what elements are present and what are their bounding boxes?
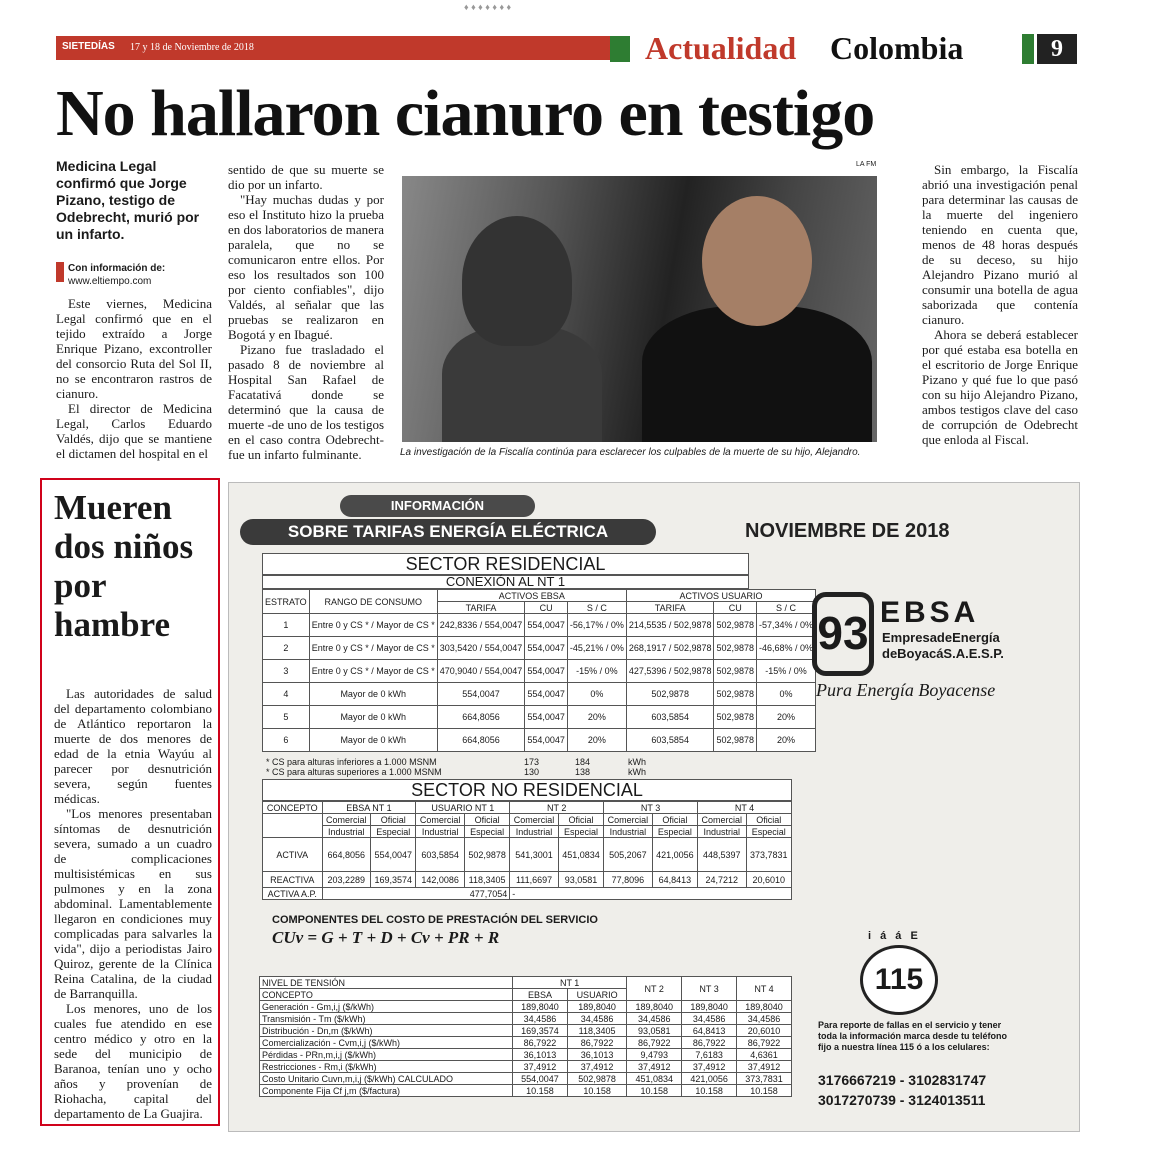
residential-subtitle: CONEXIÓN AL NT 1 bbox=[262, 575, 749, 589]
table-cell: 20% bbox=[757, 729, 816, 752]
table-cell: -45,21% / 0% bbox=[567, 637, 626, 660]
page-number: 9 bbox=[1037, 34, 1077, 64]
table-cell: 421,0056 bbox=[682, 1073, 737, 1085]
ad-info-label: INFORMACIÓN bbox=[340, 495, 535, 517]
table-cell: 427,5396 / 502,9878 bbox=[626, 660, 714, 683]
table-cell: Transmisión - Tm ($/kWh) bbox=[260, 1013, 513, 1025]
table-row bbox=[260, 1073, 792, 1085]
col-header: Comercial bbox=[604, 814, 653, 826]
col-header: NT 4 bbox=[698, 802, 792, 814]
table-row bbox=[260, 1049, 792, 1061]
cs-note-2: * CS para alturas superiores a 1.000 MSNM bbox=[266, 767, 442, 777]
table-row bbox=[263, 888, 792, 900]
table-cell: Componente Fija Cf j,m ($/factura) bbox=[260, 1085, 513, 1097]
table-row bbox=[260, 1013, 792, 1025]
header-accent bbox=[610, 36, 630, 62]
table-cell: Restricciones - Rm,i ($/kWh) bbox=[260, 1061, 513, 1073]
table-cell: 93,0581 bbox=[627, 1025, 682, 1037]
table-cell: 502,9878 bbox=[714, 706, 757, 729]
table-cell: ACTIVA A.P. bbox=[263, 888, 323, 900]
table-cell: 37,4912 bbox=[737, 1061, 792, 1073]
col-header: Oficial bbox=[558, 814, 603, 826]
phone-numbers: 3017270739 - 3124013511 bbox=[818, 1092, 986, 1108]
col-header: Industrial bbox=[604, 826, 653, 838]
table-cell: 142,0086 bbox=[416, 872, 465, 888]
article-lead: Medicina Legal confirmó que Jorge Pizano, testigo de Odebrecht, murió por un infarto. bbox=[56, 158, 200, 242]
table-cell: 554,0047 bbox=[525, 706, 568, 729]
issue-date: 17 y 18 de Noviembre de 2018 bbox=[130, 42, 254, 53]
section-title: Actualidad bbox=[645, 30, 797, 66]
col-header: TARIFA bbox=[437, 602, 525, 614]
table-cell: -57,34% / 0% bbox=[757, 614, 816, 637]
col-header: Industrial bbox=[698, 826, 747, 838]
photo-credit: LA FM bbox=[856, 161, 877, 168]
table-cell: 5 bbox=[263, 706, 310, 729]
nonresidential-table bbox=[262, 801, 792, 900]
table-row bbox=[263, 614, 816, 637]
table-cell: 10.158 bbox=[682, 1085, 737, 1097]
table-cell: 214,5535 / 502,9878 bbox=[626, 614, 714, 637]
col-header: S / C bbox=[757, 602, 816, 614]
col-header: NIVEL DE TENSIÓN bbox=[260, 977, 513, 989]
table-cell: 505,2067 bbox=[604, 838, 653, 872]
col-header: Oficial bbox=[464, 814, 509, 826]
table-cell: 37,4912 bbox=[627, 1061, 682, 1073]
paragraph: "Los menores presentaban síntomas de desnutrición severa, sumado a un cuadro de complicaciones multisistémicas en sus pulmones y en la zona abdominal. Lamentablemente llegaron en condiciones muy complicadas para salvarles la vida", dijo a periodistas Jairo Quiroz, gerente de la Clínica Reina Catalina, de la ciudad de Barranquilla. bbox=[54, 806, 212, 1001]
col-header: NT 1 bbox=[513, 977, 627, 989]
table-row bbox=[263, 872, 792, 888]
table-cell: 2 bbox=[263, 637, 310, 660]
table-row bbox=[260, 1085, 792, 1097]
table-cell: Entre 0 y CS * / Mayor de CS * bbox=[309, 614, 437, 637]
col-header: ESTRATO bbox=[263, 590, 310, 614]
table-cell: 502,9878 bbox=[626, 683, 714, 706]
table-cell: 118,3405 bbox=[464, 872, 509, 888]
col-header: RANGO DE CONSUMO bbox=[309, 590, 437, 614]
ad-month: NOVIEMBRE DE 2018 bbox=[745, 520, 950, 542]
headline: No hallaron cianuro en testigo bbox=[56, 77, 875, 150]
col-header: NT 3 bbox=[604, 802, 698, 814]
col-header: Especial bbox=[371, 826, 416, 838]
col-header: Especial bbox=[464, 826, 509, 838]
table-cell: 554,0047 bbox=[525, 660, 568, 683]
sidebar-body bbox=[54, 686, 212, 1121]
table-cell: Entre 0 y CS * / Mayor de CS * bbox=[309, 637, 437, 660]
top-mark: ♦ ♦ ♦ ♦ ♦ ♦ ♦ bbox=[464, 2, 512, 12]
table-cell: 554,0047 bbox=[513, 1073, 568, 1085]
col-header: Especial bbox=[746, 826, 791, 838]
table-cell: 554,0047 bbox=[371, 838, 416, 872]
table-cell: Mayor de 0 kWh bbox=[309, 706, 437, 729]
table-cell: 0% bbox=[757, 683, 816, 706]
table-cell: 10.158 bbox=[737, 1085, 792, 1097]
table-cell: 502,9878 bbox=[714, 683, 757, 706]
ebsa-brand: EBSA bbox=[880, 596, 980, 629]
paragraph: Las autoridades de salud del departamento colombiano de Atlántico reportaron la muerte de dos menores de edad de la etnia Wayúu al parecer por desnutrición severa, según fuentes médicas. bbox=[54, 686, 212, 806]
table-cell: Pérdidas - PRn,m,i,j ($/kWh) bbox=[260, 1049, 513, 1061]
col-header: CU bbox=[525, 602, 568, 614]
col-header: ACTIVOS EBSA bbox=[437, 590, 626, 602]
col-header: Oficial bbox=[371, 814, 416, 826]
newspaper-logo: SIETEDÍAS bbox=[62, 41, 115, 52]
table-cell: 86,7922 bbox=[627, 1037, 682, 1049]
col-header: Comercial bbox=[510, 814, 559, 826]
table-cell: 203,2289 bbox=[322, 872, 371, 888]
paragraph: "Hay muchas dudas y por eso el Instituto hizo la prueba en dos laboratorios de manera paralela, que no se comunicaron entre ellos. Por eso los resultados son 100 por ciento confiables", dijo Valdés, al señalar que las pruebas se realizaron en Bogotá y en Ibagué. bbox=[228, 192, 384, 342]
table-cell: 34,4586 bbox=[627, 1013, 682, 1025]
table-row bbox=[260, 1025, 792, 1037]
photo-caption: La investigación de la Fiscalía continúa para esclarecer los culpables de la muerte de su hijo, Alejandro. bbox=[400, 447, 861, 458]
table-cell: 20,6010 bbox=[737, 1025, 792, 1037]
table-cell: 34,4586 bbox=[682, 1013, 737, 1025]
paragraph: Los menores, uno de los cuales fue atendido en ese centro médico y otro en la sede del municipio de Baranoa, tenían uno y ocho años y provenían de Riohacha, capital del departamento de La Guajira. bbox=[54, 1001, 212, 1121]
section-subtitle: Colombia bbox=[830, 30, 964, 66]
column-3 bbox=[922, 162, 1078, 447]
table-cell: 86,7922 bbox=[737, 1037, 792, 1049]
table-cell: 118,3405 bbox=[567, 1025, 626, 1037]
table-row bbox=[263, 729, 816, 752]
table-cell: 451,0834 bbox=[627, 1073, 682, 1085]
table-cell: - bbox=[510, 888, 792, 900]
table-cell: 93,0581 bbox=[558, 872, 603, 888]
table-row bbox=[260, 1037, 792, 1049]
cs-unit: kWh bbox=[628, 767, 646, 777]
ebsa-company bbox=[882, 630, 1004, 662]
table-cell: 189,8040 bbox=[682, 1001, 737, 1013]
table-cell: ACTIVA bbox=[263, 838, 323, 872]
table-cell: 10.158 bbox=[513, 1085, 568, 1097]
table-cell: 268,1917 / 502,9878 bbox=[626, 637, 714, 660]
table-cell: 169,3574 bbox=[371, 872, 416, 888]
table-cell: 86,7922 bbox=[682, 1037, 737, 1049]
table-cell: 10.158 bbox=[627, 1085, 682, 1097]
table-cell: 10.158 bbox=[567, 1085, 626, 1097]
source-marker bbox=[56, 262, 64, 282]
col-header: NT 3 bbox=[682, 977, 737, 1001]
table-row bbox=[263, 637, 816, 660]
table-cell: 189,8040 bbox=[737, 1001, 792, 1013]
table-cell: 0% bbox=[567, 683, 626, 706]
table-cell: 664,8056 bbox=[437, 706, 525, 729]
cost-formula: CUv = G + T + D + Cv + PR + R bbox=[272, 928, 500, 947]
col-header: NT 2 bbox=[510, 802, 604, 814]
table-cell: 9,4793 bbox=[627, 1049, 682, 1061]
table-cell: 86,7922 bbox=[567, 1037, 626, 1049]
company-line: EmpresadeEnergía bbox=[882, 630, 1000, 645]
phone-115-icon: 115 bbox=[860, 945, 938, 1015]
table-cell: Distribución - Dn,m ($/kWh) bbox=[260, 1025, 513, 1037]
table-cell: 64,8413 bbox=[652, 872, 697, 888]
table-cell: -56,17% / 0% bbox=[567, 614, 626, 637]
col-header: CONCEPTO bbox=[260, 989, 513, 1001]
col-header: Oficial bbox=[746, 814, 791, 826]
table-cell: 603,5854 bbox=[626, 729, 714, 752]
line-115-label: i á á E bbox=[868, 930, 921, 942]
col-header: CU bbox=[714, 602, 757, 614]
page-accent bbox=[1022, 34, 1034, 64]
article-photo bbox=[402, 176, 877, 442]
table-row bbox=[263, 838, 792, 872]
source-link[interactable]: www.eltiempo.com bbox=[68, 276, 152, 287]
cs-note-1: * CS para alturas inferiores a 1.000 MSNM bbox=[266, 757, 437, 767]
residential-title: SECTOR RESIDENCIAL bbox=[262, 553, 749, 575]
table-cell: 4,6361 bbox=[737, 1049, 792, 1061]
table-cell: Costo Unitario Cuvn,m,i,j ($/kWh) CALCULADO bbox=[260, 1073, 513, 1085]
table-row bbox=[260, 1001, 792, 1013]
col-header: S / C bbox=[567, 602, 626, 614]
residential-table bbox=[262, 589, 816, 752]
table-cell: 24,7212 bbox=[698, 872, 747, 888]
table-cell: 502,9878 bbox=[714, 637, 757, 660]
column-2 bbox=[228, 162, 384, 462]
table-cell: 20,6010 bbox=[746, 872, 791, 888]
cs-unit: kWh bbox=[628, 757, 646, 767]
col-header: Industrial bbox=[322, 826, 371, 838]
ad-title: SOBRE TARIFAS ENERGÍA ELÉCTRICA bbox=[240, 519, 656, 545]
table-cell: 169,3574 bbox=[513, 1025, 568, 1037]
col-header: TARIFA bbox=[626, 602, 714, 614]
table-cell: 189,8040 bbox=[567, 1001, 626, 1013]
company-line: deBoyacáS.A.E.S.P. bbox=[882, 646, 1004, 661]
table-cell: 6 bbox=[263, 729, 310, 752]
col-header: Industrial bbox=[416, 826, 465, 838]
table-cell: 502,9878 bbox=[714, 614, 757, 637]
table-cell: Mayor de 0 kWh bbox=[309, 683, 437, 706]
table-cell: 4 bbox=[263, 683, 310, 706]
table-cell: 64,8413 bbox=[682, 1025, 737, 1037]
cs-value: 184 bbox=[575, 757, 591, 767]
table-cell: 502,9878 bbox=[714, 729, 757, 752]
paragraph: Pizano fue trasladado el pasado 8 de noviembre al Hospital San Rafael de Facatativá donde se determinó que la causa de muerte -de uno de los testigos en el caso contra Odebrecht- fue un infarto fulminante. bbox=[228, 342, 384, 462]
table-cell: 37,4912 bbox=[513, 1061, 568, 1073]
table-cell: 34,4586 bbox=[513, 1013, 568, 1025]
table-cell: 111,6697 bbox=[510, 872, 559, 888]
table-cell: 1 bbox=[263, 614, 310, 637]
table-cell: 3 bbox=[263, 660, 310, 683]
table-cell: 37,4912 bbox=[567, 1061, 626, 1073]
table-cell: 451,0834 bbox=[558, 838, 603, 872]
table-cell: 20% bbox=[567, 729, 626, 752]
table-cell: -15% / 0% bbox=[567, 660, 626, 683]
table-cell: Comercialización - Cvm,i,j ($/kWh) bbox=[260, 1037, 513, 1049]
table-cell: 502,9878 bbox=[714, 660, 757, 683]
col-header: EBSA NT 1 bbox=[322, 802, 416, 814]
table-cell: -46,68% / 0% bbox=[757, 637, 816, 660]
col-header: USUARIO bbox=[567, 989, 626, 1001]
paragraph: Sin embargo, la Fiscalía abrió una investigación penal para determinar las causas de la muerte del ingeniero teniendo en cuenta que, menos de 48 horas después de su deceso, su hijo Alejandro Pizano murió al consumir una botella de agua saborizada que contenía cianuro. bbox=[922, 162, 1078, 327]
table-cell: 20% bbox=[567, 706, 626, 729]
table-cell: 189,8040 bbox=[627, 1001, 682, 1013]
col-header: ACTIVOS USUARIO bbox=[626, 590, 815, 602]
col-header: NT 4 bbox=[737, 977, 792, 1001]
col-header: Especial bbox=[558, 826, 603, 838]
cs-value: 130 bbox=[524, 767, 540, 777]
table-cell: 421,0056 bbox=[652, 838, 697, 872]
column-1 bbox=[56, 296, 212, 461]
table-cell: 477,7054 bbox=[322, 888, 510, 900]
table-row bbox=[260, 1061, 792, 1073]
table-cell: 36,1013 bbox=[567, 1049, 626, 1061]
nonresidential-title: SECTOR NO RESIDENCIAL bbox=[262, 779, 792, 801]
table-cell: REACTIVA bbox=[263, 872, 323, 888]
table-cell: 664,8056 bbox=[437, 729, 525, 752]
phone-numbers: 3176667219 - 3102831747 bbox=[818, 1072, 987, 1088]
paragraph: Ahora se deberá establecer por qué estaba esa botella en el escritorio de Jorge Enrique Pizano y qué fue lo que pasó con su hijo Alejandro Pizano, ambos testigos clave del caso de corrupción de Odebrecht que enloda al Fiscal. bbox=[922, 327, 1078, 447]
ebsa-logo-icon: 93 bbox=[812, 592, 874, 676]
paragraph: El director de Medicina Legal, Carlos Eduardo Valdés, dijo que se mantiene el dictamen del hospital en el bbox=[56, 401, 212, 461]
table-cell: 554,0047 bbox=[437, 683, 525, 706]
col-header: Comercial bbox=[698, 814, 747, 826]
report-text: Para reporte de fallas en el servicio y tener toda la información marca desde tu teléfono fijo a nuestra línea 115 ó a los celulares: bbox=[818, 1020, 1008, 1052]
table-row bbox=[263, 706, 816, 729]
table-cell: 554,0047 bbox=[525, 614, 568, 637]
col-header: Industrial bbox=[510, 826, 559, 838]
table-cell: 502,9878 bbox=[567, 1073, 626, 1085]
col-header: Comercial bbox=[322, 814, 371, 826]
col-header: Comercial bbox=[416, 814, 465, 826]
table-cell: Entre 0 y CS * / Mayor de CS * bbox=[309, 660, 437, 683]
cs-value: 138 bbox=[575, 767, 591, 777]
sidebar-title: Mueren dos niños por hambre bbox=[54, 488, 194, 644]
table-cell: 603,5854 bbox=[416, 838, 465, 872]
table-cell: 554,0047 bbox=[525, 637, 568, 660]
table-cell: 470,9040 / 554,0047 bbox=[437, 660, 525, 683]
table-row bbox=[263, 660, 816, 683]
cs-value: 173 bbox=[524, 757, 540, 767]
source-label: Con información de: bbox=[68, 263, 166, 274]
table-cell: 77,8096 bbox=[604, 872, 653, 888]
table-row bbox=[263, 683, 816, 706]
table-cell: 36,1013 bbox=[513, 1049, 568, 1061]
table-cell: Generación - Gm,i,j ($/kWh) bbox=[260, 1001, 513, 1013]
table-cell: 541,3001 bbox=[510, 838, 559, 872]
table-cell: 373,7831 bbox=[746, 838, 791, 872]
col-header: USUARIO NT 1 bbox=[416, 802, 510, 814]
col-header: Oficial bbox=[652, 814, 697, 826]
table-cell: 37,4912 bbox=[682, 1061, 737, 1073]
table-cell: 664,8056 bbox=[322, 838, 371, 872]
col-header: EBSA bbox=[513, 989, 568, 1001]
table-cell: 303,5420 / 554,0047 bbox=[437, 637, 525, 660]
table-cell: 554,0047 bbox=[525, 683, 568, 706]
table-cell: 554,0047 bbox=[525, 729, 568, 752]
col-header: NT 2 bbox=[627, 977, 682, 1001]
col-header: CONCEPTO bbox=[263, 802, 323, 814]
ebsa-slogan: Pura Energía Boyacense bbox=[816, 680, 996, 700]
table-cell: 242,8336 / 554,0047 bbox=[437, 614, 525, 637]
table-cell: -15% / 0% bbox=[757, 660, 816, 683]
col-header: Especial bbox=[652, 826, 697, 838]
table-cell: 373,7831 bbox=[737, 1073, 792, 1085]
paragraph: Este viernes, Medicina Legal confirmó que en el tejido extraído a Jorge Enrique Pizano, excontroller del consorcio Ruta del Sol II, no se encontraron rastros de cianuro. bbox=[56, 296, 212, 401]
table-cell: 502,9878 bbox=[464, 838, 509, 872]
table-cell: 34,4586 bbox=[737, 1013, 792, 1025]
table-cell: 7,6183 bbox=[682, 1049, 737, 1061]
table-cell: 603,5854 bbox=[626, 706, 714, 729]
table-cell: 86,7922 bbox=[513, 1037, 568, 1049]
paragraph: sentido de que su muerte se dio por un infarto. bbox=[228, 162, 384, 192]
table-cell: 34,4586 bbox=[567, 1013, 626, 1025]
table-cell: 189,8040 bbox=[513, 1001, 568, 1013]
table-cell: 20% bbox=[757, 706, 816, 729]
table-cell: 448,5397 bbox=[698, 838, 747, 872]
table-cell: Mayor de 0 kWh bbox=[309, 729, 437, 752]
cost-components-title: COMPONENTES DEL COSTO DE PRESTACIÓN DEL SERVICIO bbox=[272, 914, 598, 926]
cost-table bbox=[259, 976, 792, 1097]
